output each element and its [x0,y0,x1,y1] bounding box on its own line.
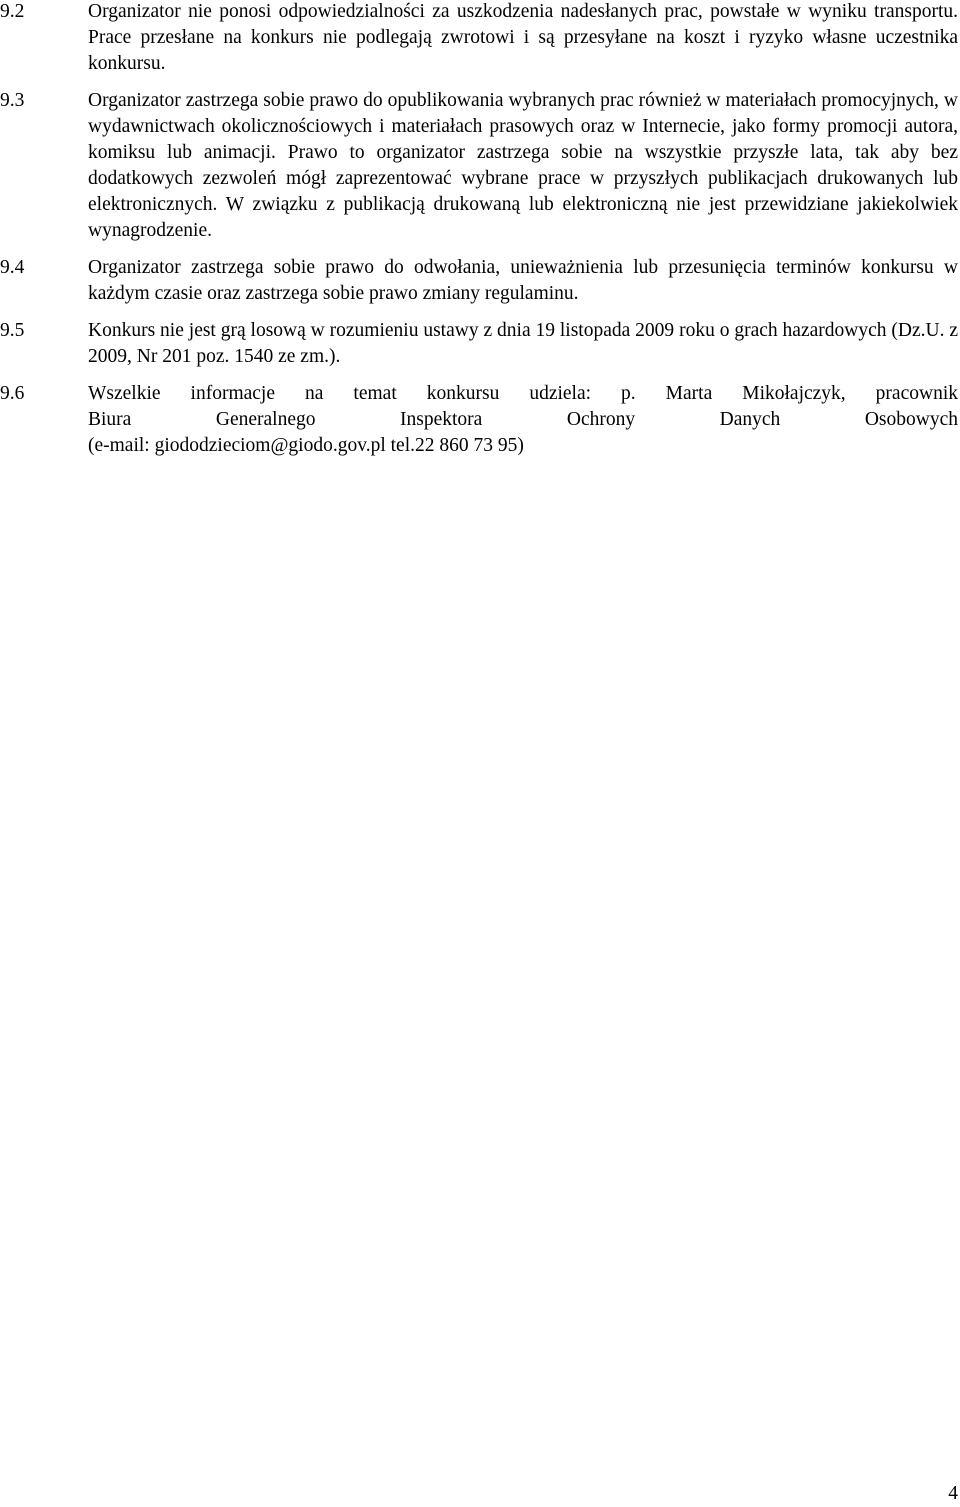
paragraph-9-4 [0,255,958,307]
paragraph-number: 9.6 [0,383,25,404]
paragraph-text [88,381,958,459]
paragraph-text: Organizator zastrzega sobie prawo do odwołania, unieważnienia lub przesunięcia terminów konkursu w każdym czasie oraz zastrzega sobie prawo zmiany regulaminu. [88,257,958,304]
paragraph-9-3 [0,88,958,244]
contact-line-1: Wszelkie informacje na temat konkursu udziela: p. Marta Mikołajczyk, pracownik [88,383,958,404]
regulations-section [0,0,958,470]
contact-line-2: Biura Generalnego Inspektora Ochrony Danych Osobowych [88,409,958,430]
paragraph-9-6 [0,381,958,459]
page-number: 4 [948,1483,958,1504]
paragraph-number: 9.4 [0,257,25,278]
paragraph-9-5 [0,318,958,370]
paragraph-text: Konkurs nie jest grą losową w rozumieniu ustawy z dnia 19 listopada 2009 roku o grach hazardowych (Dz.U. z 2009, Nr 201 poz. 1540 ze zm.). [88,320,958,367]
paragraph-number: 9.3 [0,90,25,111]
paragraph-9-2 [0,0,958,77]
paragraph-number: 9.2 [0,1,25,22]
paragraph-text: Organizator zastrzega sobie prawo do opublikowania wybranych prac również w materiałach promocyjnych, w wydawnictwach okolicznościowych i materiałach prasowych oraz w Internecie, jako formy promocji autora, komiksu lub animacji. Prawo to organizator zastrzega sobie na wszystkie przyszłe lata, tak aby bez dodatkowych zezwoleń mógł zaprezentować wybrane prace w przyszłych publikacjach drukowanych lub elektronicznych. W związku z publikacją drukowaną lub elektroniczną nie jest przewidziane jakiekolwiek wynagrodzenie. [88,90,958,241]
paragraph-number: 9.5 [0,320,25,341]
contact-line-3: (e-mail: giododzieciom@giodo.gov.pl tel.22 860 73 95) [88,435,524,456]
paragraph-text: Organizator nie ponosi odpowiedzialności za uszkodzenia nadesłanych prac, powstałe w wyniku transportu. Prace przesłane na konkurs nie podlegają zwrotowi i są przesyłane na koszt i ryzyko własne uczestnika konkursu. [88,1,958,74]
